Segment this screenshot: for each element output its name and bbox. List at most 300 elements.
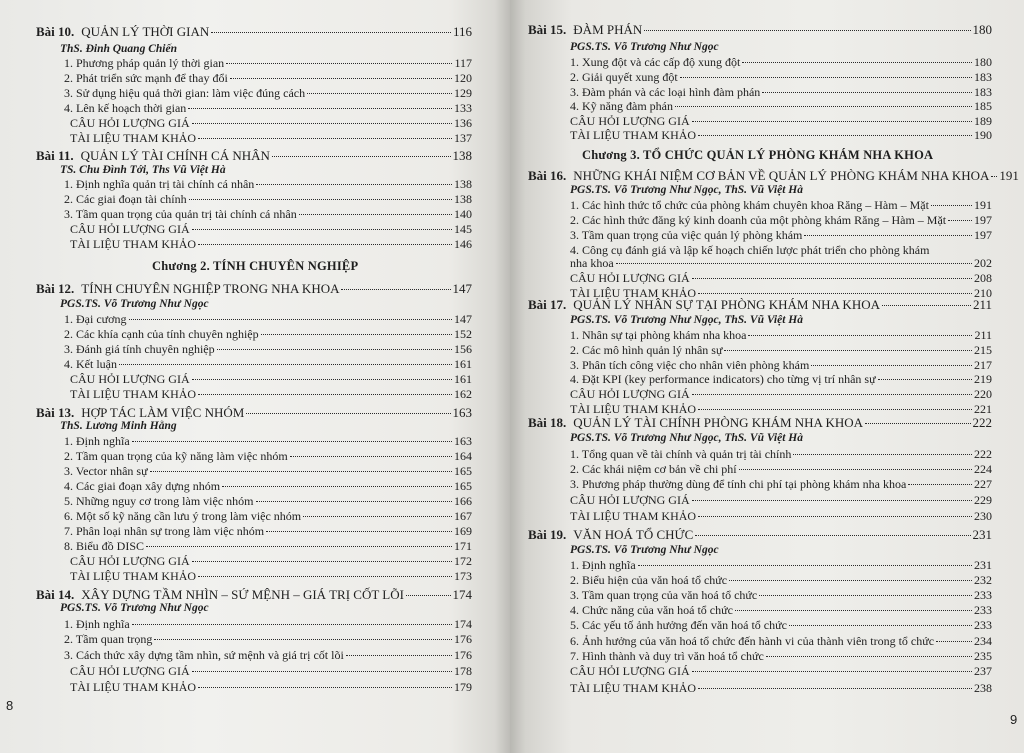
- page-ref: 208: [974, 271, 992, 285]
- toc-entry: [64, 494, 472, 509]
- entry-title: 6. Ảnh hưởng của văn hoá tổ chức đến hành vi của thành viên trong tổ chức: [570, 634, 935, 648]
- page-ref: 165: [454, 464, 472, 478]
- toc-entry: [70, 680, 472, 695]
- lesson-heading: [36, 281, 472, 296]
- entry-title: 1. Xung đột và các cấp độ xung đột: [570, 55, 741, 69]
- toc-entry: [64, 177, 472, 192]
- entry-title: 2. Biểu hiện của văn hoá tổ chức: [570, 573, 728, 587]
- entry-title: TÀI LIỆU THAM KHẢO: [70, 387, 197, 401]
- page-ref: 197: [974, 213, 992, 227]
- dot-leader: [804, 234, 972, 236]
- lesson-heading: [528, 527, 992, 542]
- dot-leader: [724, 349, 972, 351]
- lesson-title: VĂN HOÁ TỔ CHỨC: [573, 527, 694, 542]
- toc-entry: [64, 56, 472, 71]
- dot-leader: [261, 333, 452, 335]
- toc-entry: [64, 86, 472, 101]
- left-page: [0, 0, 510, 753]
- entry-title: TÀI LIỆU THAM KHẢO: [70, 131, 197, 145]
- page-ref: 163: [454, 434, 472, 448]
- entry-title: 3. Phương pháp thường dùng để tính chi phí tại phòng khám nha khoa: [570, 477, 907, 491]
- page-ref: 211: [972, 297, 992, 312]
- entry-title: TÀI LIỆU THAM KHẢO: [570, 128, 697, 142]
- lesson-author: PGS.TS. Võ Trương Như Ngọc, ThS. Vũ Việt Hà: [570, 314, 803, 326]
- page-ref: 172: [454, 554, 472, 568]
- page-ref: 230: [974, 509, 992, 523]
- entry-title: nha khoa: [570, 256, 614, 270]
- toc-entry: [570, 634, 992, 649]
- page-ref: 161: [454, 372, 472, 386]
- lesson-author: PGS.TS. Võ Trương Như Ngọc: [570, 544, 719, 556]
- entry-title: 5. Những nguy cơ trong làm việc nhóm: [64, 494, 254, 508]
- page-ref: 136: [454, 116, 472, 130]
- dot-leader: [882, 304, 971, 306]
- toc-entry: [64, 312, 472, 327]
- dot-leader: [341, 288, 450, 290]
- dot-leader: [198, 137, 452, 139]
- page-ref: 173: [454, 569, 472, 583]
- dot-leader: [739, 468, 972, 470]
- entry-title: TÀI LIỆU THAM KHẢO: [70, 237, 197, 251]
- page-ref: 174: [454, 617, 472, 631]
- toc-entry: [64, 539, 472, 554]
- lesson-number: Bài 19.: [528, 527, 567, 542]
- entry-title: CÂU HỎI LƯỢNG GIÁ: [70, 554, 190, 568]
- dot-leader: [695, 534, 970, 536]
- lesson-title: TÍNH CHUYÊN NGHIỆP TRONG NHA KHOA: [81, 281, 340, 296]
- entry-title: 4. Các giai đoạn xây dựng nhóm: [64, 479, 221, 493]
- toc-entry: [64, 617, 472, 632]
- page-ref: 156: [454, 342, 472, 356]
- page-ref: 234: [974, 634, 992, 648]
- toc-entry-wrapped-line: 4. Công cụ đánh giá và lập kế hoạch chiến lược phát triển cho phòng khám: [570, 243, 930, 257]
- dot-leader: [230, 77, 452, 79]
- entry-title: 6. Một số kỹ năng cần lưu ý trong làm việc nhóm: [64, 509, 302, 523]
- toc-entry: [64, 449, 472, 464]
- entry-title: 2. Tầm quan trọng: [64, 632, 153, 646]
- toc-entry: [570, 603, 992, 618]
- page-ref: 180: [974, 55, 992, 69]
- dot-leader: [729, 579, 972, 581]
- page-ref: 233: [974, 618, 992, 632]
- dot-leader: [793, 453, 972, 455]
- page-ref: 179: [454, 680, 472, 694]
- lesson-heading: [36, 587, 472, 602]
- lesson-author: PGS.TS. Võ Trương Như Ngọc: [570, 41, 719, 53]
- dot-leader: [692, 277, 972, 279]
- dot-leader: [936, 640, 972, 642]
- toc-entry: [570, 462, 992, 477]
- page-ref: 137: [454, 131, 472, 145]
- toc-entry: [570, 664, 992, 679]
- toc-entry: [570, 128, 992, 143]
- toc-entry: [70, 116, 472, 131]
- dot-leader: [198, 575, 452, 577]
- dot-leader: [132, 623, 452, 625]
- entry-title: 4. Đặt KPI (key performance indicators) cho từng vị trí nhân sự: [570, 372, 876, 386]
- lesson-heading: [528, 168, 1019, 183]
- toc-entry: [70, 372, 472, 387]
- page-ref: 165: [454, 479, 472, 493]
- page-ref: 191: [999, 168, 1019, 183]
- dot-leader: [675, 105, 972, 107]
- dot-leader: [192, 228, 452, 230]
- entry-title: CÂU HỎI LƯỢNG GIÁ: [70, 372, 190, 386]
- dot-leader: [266, 530, 452, 532]
- page-ref: 237: [974, 664, 992, 678]
- entry-title: 8. Biểu đồ DISC: [64, 539, 145, 553]
- page-ref: 164: [454, 449, 472, 463]
- entry-title: 3. Tầm quan trọng của văn hoá tổ chức: [570, 588, 758, 602]
- entry-title: CÂU HỎI LƯỢNG GIÁ: [570, 664, 690, 678]
- page-ref: 211: [974, 328, 992, 342]
- entry-title: 1. Định nghĩa: [64, 617, 130, 631]
- page-ref: 210: [974, 286, 992, 300]
- lesson-number: Bài 11.: [36, 148, 74, 163]
- toc-entry: [570, 271, 992, 286]
- lesson-author: PGS.TS. Võ Trương Như Ngọc, ThS. Vũ Việt Hà: [570, 432, 803, 444]
- entry-title: 2. Các hình thức đăng ký kinh doanh của một phòng khám Răng – Hàm – Mặt: [570, 213, 947, 227]
- lesson-number: Bài 17.: [528, 297, 567, 312]
- dot-leader: [406, 594, 451, 596]
- page-ref: 232: [974, 573, 992, 587]
- right-page-number: 9: [1010, 712, 1018, 727]
- dot-leader: [698, 515, 972, 517]
- lesson-number: Bài 13.: [36, 405, 75, 420]
- dot-leader: [692, 393, 972, 395]
- page-ref: 180: [972, 22, 992, 37]
- toc-entry: [64, 464, 472, 479]
- page-ref: 167: [454, 509, 472, 523]
- entry-title: 3. Phân tích công việc cho nhân viên phòng khám: [570, 358, 810, 372]
- dot-leader: [222, 485, 452, 487]
- entry-title: 2. Giải quyết xung đột: [570, 70, 678, 84]
- toc-entry: [64, 342, 472, 357]
- dot-leader: [908, 483, 972, 485]
- page-ref: 217: [974, 358, 992, 372]
- entry-title: 4. Kỹ năng đàm phán: [570, 99, 673, 113]
- page-ref: 117: [454, 56, 472, 70]
- toc-entry: [64, 509, 472, 524]
- entry-title: CÂU HỎI LƯỢNG GIÁ: [70, 664, 190, 678]
- entry-title: 2. Tầm quan trọng của kỹ năng làm việc nhóm: [64, 449, 288, 463]
- toc-entry: [70, 554, 472, 569]
- page-ref: 191: [974, 198, 992, 212]
- toc-entry: [70, 237, 472, 252]
- entry-title: TÀI LIỆU THAM KHẢO: [570, 286, 697, 300]
- lesson-heading: [36, 24, 472, 39]
- toc-entry: [570, 588, 992, 603]
- page-ref: 238: [974, 681, 992, 695]
- right-page: [510, 0, 1024, 753]
- toc-entry: [64, 479, 472, 494]
- toc-entry: [70, 569, 472, 584]
- page-ref: 174: [452, 587, 472, 602]
- toc-entry: [570, 328, 992, 343]
- page-ref: 233: [974, 603, 992, 617]
- toc-entry: [570, 372, 992, 387]
- dot-leader: [272, 155, 451, 157]
- page-ref: 197: [974, 228, 992, 242]
- page-ref: 185: [974, 99, 992, 113]
- dot-leader: [290, 455, 452, 457]
- entry-title: TÀI LIỆU THAM KHẢO: [570, 681, 697, 695]
- entry-title: TÀI LIỆU THAM KHẢO: [70, 569, 197, 583]
- dot-leader: [865, 422, 970, 424]
- entry-title: 7. Hình thành và duy trì văn hoá tổ chức: [570, 649, 764, 663]
- toc-entry: [64, 434, 472, 449]
- toc-entry: [570, 558, 992, 573]
- page-ref: 171: [454, 539, 472, 553]
- page-ref: 169: [454, 524, 472, 538]
- entry-title: 2. Các giai đoạn tài chính: [64, 192, 187, 206]
- page-ref: 120: [454, 71, 472, 85]
- page-ref: 178: [454, 664, 472, 678]
- page-ref: 147: [454, 312, 472, 326]
- entry-title: TÀI LIỆU THAM KHẢO: [570, 402, 697, 416]
- lesson-author: PGS.TS. Võ Trương Như Ngọc: [60, 298, 209, 310]
- entry-title: 3. Cách thức xây dựng tầm nhìn, sứ mệnh và giá trị cốt lõi: [64, 648, 344, 662]
- toc-entry: [64, 101, 472, 116]
- lesson-title: XÂY DỰNG TẦM NHÌN – SỨ MỆNH – GIÁ TRỊ CỐT LÕI: [81, 587, 404, 602]
- entry-title: 7. Phân loại nhân sự trong làm việc nhóm: [64, 524, 265, 538]
- lesson-author: ThS. Lương Minh Hằng: [60, 420, 177, 432]
- lesson-number: Bài 16.: [528, 168, 567, 183]
- lesson-author: PGS.TS. Võ Trương Như Ngọc, ThS. Vũ Việt Hà: [570, 184, 803, 196]
- page-ref: 202: [974, 256, 992, 270]
- lesson-title: QUẢN LÝ NHÂN SỰ TẠI PHÒNG KHÁM NHA KHOA: [573, 297, 880, 312]
- dot-leader: [211, 31, 451, 33]
- toc-entry: [64, 71, 472, 86]
- page-ref: 224: [974, 462, 992, 476]
- lesson-author: ThS. Đinh Quang Chiến: [60, 43, 177, 55]
- page-ref: 222: [972, 415, 992, 430]
- dot-leader: [692, 120, 972, 122]
- page-ref: 231: [972, 527, 992, 542]
- lesson-heading: [528, 297, 992, 312]
- toc-entry: [64, 357, 472, 372]
- dot-leader: [698, 687, 972, 689]
- dot-leader: [154, 638, 452, 640]
- page-ref: 221: [974, 402, 992, 416]
- entry-title: 3. Tầm quan trọng của quản trị tài chính cá nhân: [64, 207, 297, 221]
- dot-leader: [307, 92, 452, 94]
- dot-leader: [692, 670, 972, 672]
- toc-entry: [570, 198, 992, 213]
- lesson-heading: [528, 415, 992, 430]
- dot-leader: [748, 334, 972, 336]
- page-ref: 140: [454, 207, 472, 221]
- toc-entry: [570, 573, 992, 588]
- dot-leader: [217, 348, 452, 350]
- page-ref: 215: [974, 343, 992, 357]
- dot-leader: [948, 219, 972, 221]
- entry-title: CÂU HỎI LƯỢNG GIÁ: [70, 116, 190, 130]
- dot-leader: [192, 670, 452, 672]
- dot-leader: [192, 122, 452, 124]
- page-ref: 138: [452, 148, 472, 163]
- dot-leader: [198, 686, 452, 688]
- lesson-number: Bài 10.: [36, 24, 75, 39]
- page-ref: 183: [974, 70, 992, 84]
- toc-entry: [570, 343, 992, 358]
- dot-leader: [299, 213, 452, 215]
- page-ref: 183: [974, 85, 992, 99]
- dot-leader: [346, 654, 452, 656]
- entry-title: 4. Kết luận: [64, 357, 117, 371]
- entry-title: CÂU HỎI LƯỢNG GIÁ: [570, 114, 690, 128]
- lesson-author: PGS.TS. Võ Trương Như Ngọc: [60, 602, 209, 614]
- page-ref: 133: [454, 101, 472, 115]
- toc-entry: [570, 55, 992, 70]
- page-ref: 219: [974, 372, 992, 386]
- lesson-title: QUẢN LÝ TÀI CHÍNH PHÒNG KHÁM NHA KHOA: [573, 415, 864, 430]
- toc-entry: [570, 447, 992, 462]
- entry-title: CÂU HỎI LƯỢNG GIÁ: [570, 493, 690, 507]
- entry-title: 3. Vector nhân sự: [64, 464, 148, 478]
- page-ref: 189: [974, 114, 992, 128]
- lesson-heading: [528, 22, 992, 37]
- dot-leader: [192, 560, 452, 562]
- dot-leader: [644, 29, 970, 31]
- dot-leader: [616, 262, 972, 264]
- dot-leader: [198, 393, 452, 395]
- lesson-title: QUẢN LÝ THỜI GIAN: [81, 24, 210, 39]
- lesson-title: NHỮNG KHÁI NIỆM CƠ BẢN VỀ QUẢN LÝ PHÒNG KHÁM NHA KHOA: [573, 168, 990, 183]
- toc-entry: [64, 524, 472, 539]
- toc-entry: [70, 664, 472, 679]
- page-ref: 220: [974, 387, 992, 401]
- dot-leader: [680, 76, 972, 78]
- toc-entry: [570, 70, 992, 85]
- toc-entry: [64, 207, 472, 222]
- lesson-number: Bài 12.: [36, 281, 75, 296]
- dot-leader: [256, 183, 452, 185]
- dot-leader: [878, 378, 972, 380]
- dot-leader: [991, 175, 997, 177]
- toc-entry: [64, 632, 472, 647]
- dot-leader: [198, 243, 452, 245]
- page-ref: 166: [454, 494, 472, 508]
- toc-entry: [70, 222, 472, 237]
- page-ref: 146: [454, 237, 472, 251]
- dot-leader: [150, 470, 452, 472]
- toc-entry: [70, 131, 472, 146]
- dot-leader: [638, 564, 972, 566]
- page-ref: 162: [454, 387, 472, 401]
- lesson-title: HỢP TÁC LÀM VIỆC NHÓM: [81, 405, 245, 420]
- lesson-number: Bài 15.: [528, 22, 567, 37]
- dot-leader: [698, 292, 972, 294]
- page-ref: 152: [454, 327, 472, 341]
- dot-leader: [698, 408, 972, 410]
- dot-leader: [303, 515, 452, 517]
- page-ref: 229: [974, 493, 992, 507]
- dot-leader: [188, 107, 452, 109]
- dot-leader: [246, 412, 450, 414]
- toc-entry: [570, 493, 992, 508]
- dot-leader: [766, 655, 972, 657]
- page-ref: 161: [454, 357, 472, 371]
- page-ref: 231: [974, 558, 992, 572]
- entry-title: 3. Tầm quan trọng của việc quản lý phòng khám: [570, 228, 803, 242]
- toc-entry: [64, 192, 472, 207]
- page-ref: 116: [452, 24, 472, 39]
- entry-title: 1. Phương pháp quản lý thời gian: [64, 56, 225, 70]
- dot-leader: [759, 594, 972, 596]
- dot-leader: [762, 91, 972, 93]
- left-toc-list: [0, 0, 510, 753]
- page-ref: 227: [974, 477, 992, 491]
- entry-title: 1. Đại cương: [64, 312, 127, 326]
- toc-entry: [570, 228, 992, 243]
- entry-title: 3. Đàm phán và các loại hình đàm phán: [570, 85, 761, 99]
- page-ref: 147: [452, 281, 472, 296]
- dot-leader: [931, 204, 972, 206]
- dot-leader: [735, 609, 972, 611]
- lesson-number: Bài 18.: [528, 415, 567, 430]
- right-toc-list: [510, 0, 1024, 753]
- lesson-number: Bài 14.: [36, 587, 75, 602]
- lesson-title: QUẢN LÝ TÀI CHÍNH CÁ NHÂN: [80, 148, 270, 163]
- entry-title: TÀI LIỆU THAM KHẢO: [70, 680, 197, 694]
- entry-title: 2. Các khía cạnh của tính chuyên nghiệp: [64, 327, 259, 341]
- dot-leader: [226, 62, 452, 64]
- entry-title: 1. Định nghĩa: [64, 434, 130, 448]
- entry-title: 2. Các khái niệm cơ bản về chi phí: [570, 462, 737, 476]
- entry-title: 1. Các hình thức tổ chức của phòng khám chuyên khoa Răng – Hàm – Mặt: [570, 198, 929, 212]
- entry-title: CÂU HỎI LƯỢNG GIÁ: [570, 271, 690, 285]
- page-ref: 163: [452, 405, 472, 420]
- dot-leader: [742, 61, 972, 63]
- toc-entry: [64, 648, 472, 663]
- toc-entry: [570, 85, 992, 100]
- entry-title: 4. Lên kế hoạch thời gian: [64, 101, 187, 115]
- toc-entry: [570, 114, 992, 129]
- entry-title: 1. Nhân sự tại phòng khám nha khoa: [570, 328, 747, 342]
- entry-title: 3. Đánh giá tính chuyên nghiệp: [64, 342, 215, 356]
- page-ref: 222: [974, 447, 992, 461]
- dot-leader: [692, 499, 972, 501]
- entry-title: TÀI LIỆU THAM KHẢO: [570, 509, 697, 523]
- lesson-author: TS. Chu Đình Tới, Ths Vũ Việt Hà: [60, 164, 226, 176]
- dot-leader: [789, 624, 972, 626]
- toc-entry: [570, 256, 992, 271]
- entry-title: 2. Các mô hình quản lý nhân sự: [570, 343, 723, 357]
- page-ref: 233: [974, 588, 992, 602]
- entry-title: CÂU HỎI LƯỢNG GIÁ: [70, 222, 190, 236]
- toc-entry: [570, 509, 992, 524]
- entry-title: 1. Tổng quan về tài chính và quản trị tài chính: [570, 447, 792, 461]
- toc-entry: [64, 327, 472, 342]
- dot-leader: [698, 134, 972, 136]
- dot-leader: [146, 545, 452, 547]
- entry-title: 1. Định nghĩa: [570, 558, 636, 572]
- left-page-number: 8: [6, 698, 14, 713]
- page-ref: 138: [454, 177, 472, 191]
- page-ref: 138: [454, 192, 472, 206]
- toc-entry: [570, 99, 992, 114]
- toc-entry: [70, 387, 472, 402]
- entry-title: 5. Các yếu tố ảnh hưởng đến văn hoá tổ chức: [570, 618, 787, 632]
- toc-entry: [570, 477, 992, 492]
- page-ref: 129: [454, 86, 472, 100]
- lesson-title: ĐÀM PHÁN: [573, 22, 643, 37]
- dot-leader: [132, 440, 452, 442]
- dot-leader: [119, 363, 452, 365]
- toc-entry: [570, 213, 992, 228]
- chapter-heading: Chương 3. TỔ CHỨC QUẢN LÝ PHÒNG KHÁM NHA KHOA: [582, 148, 934, 162]
